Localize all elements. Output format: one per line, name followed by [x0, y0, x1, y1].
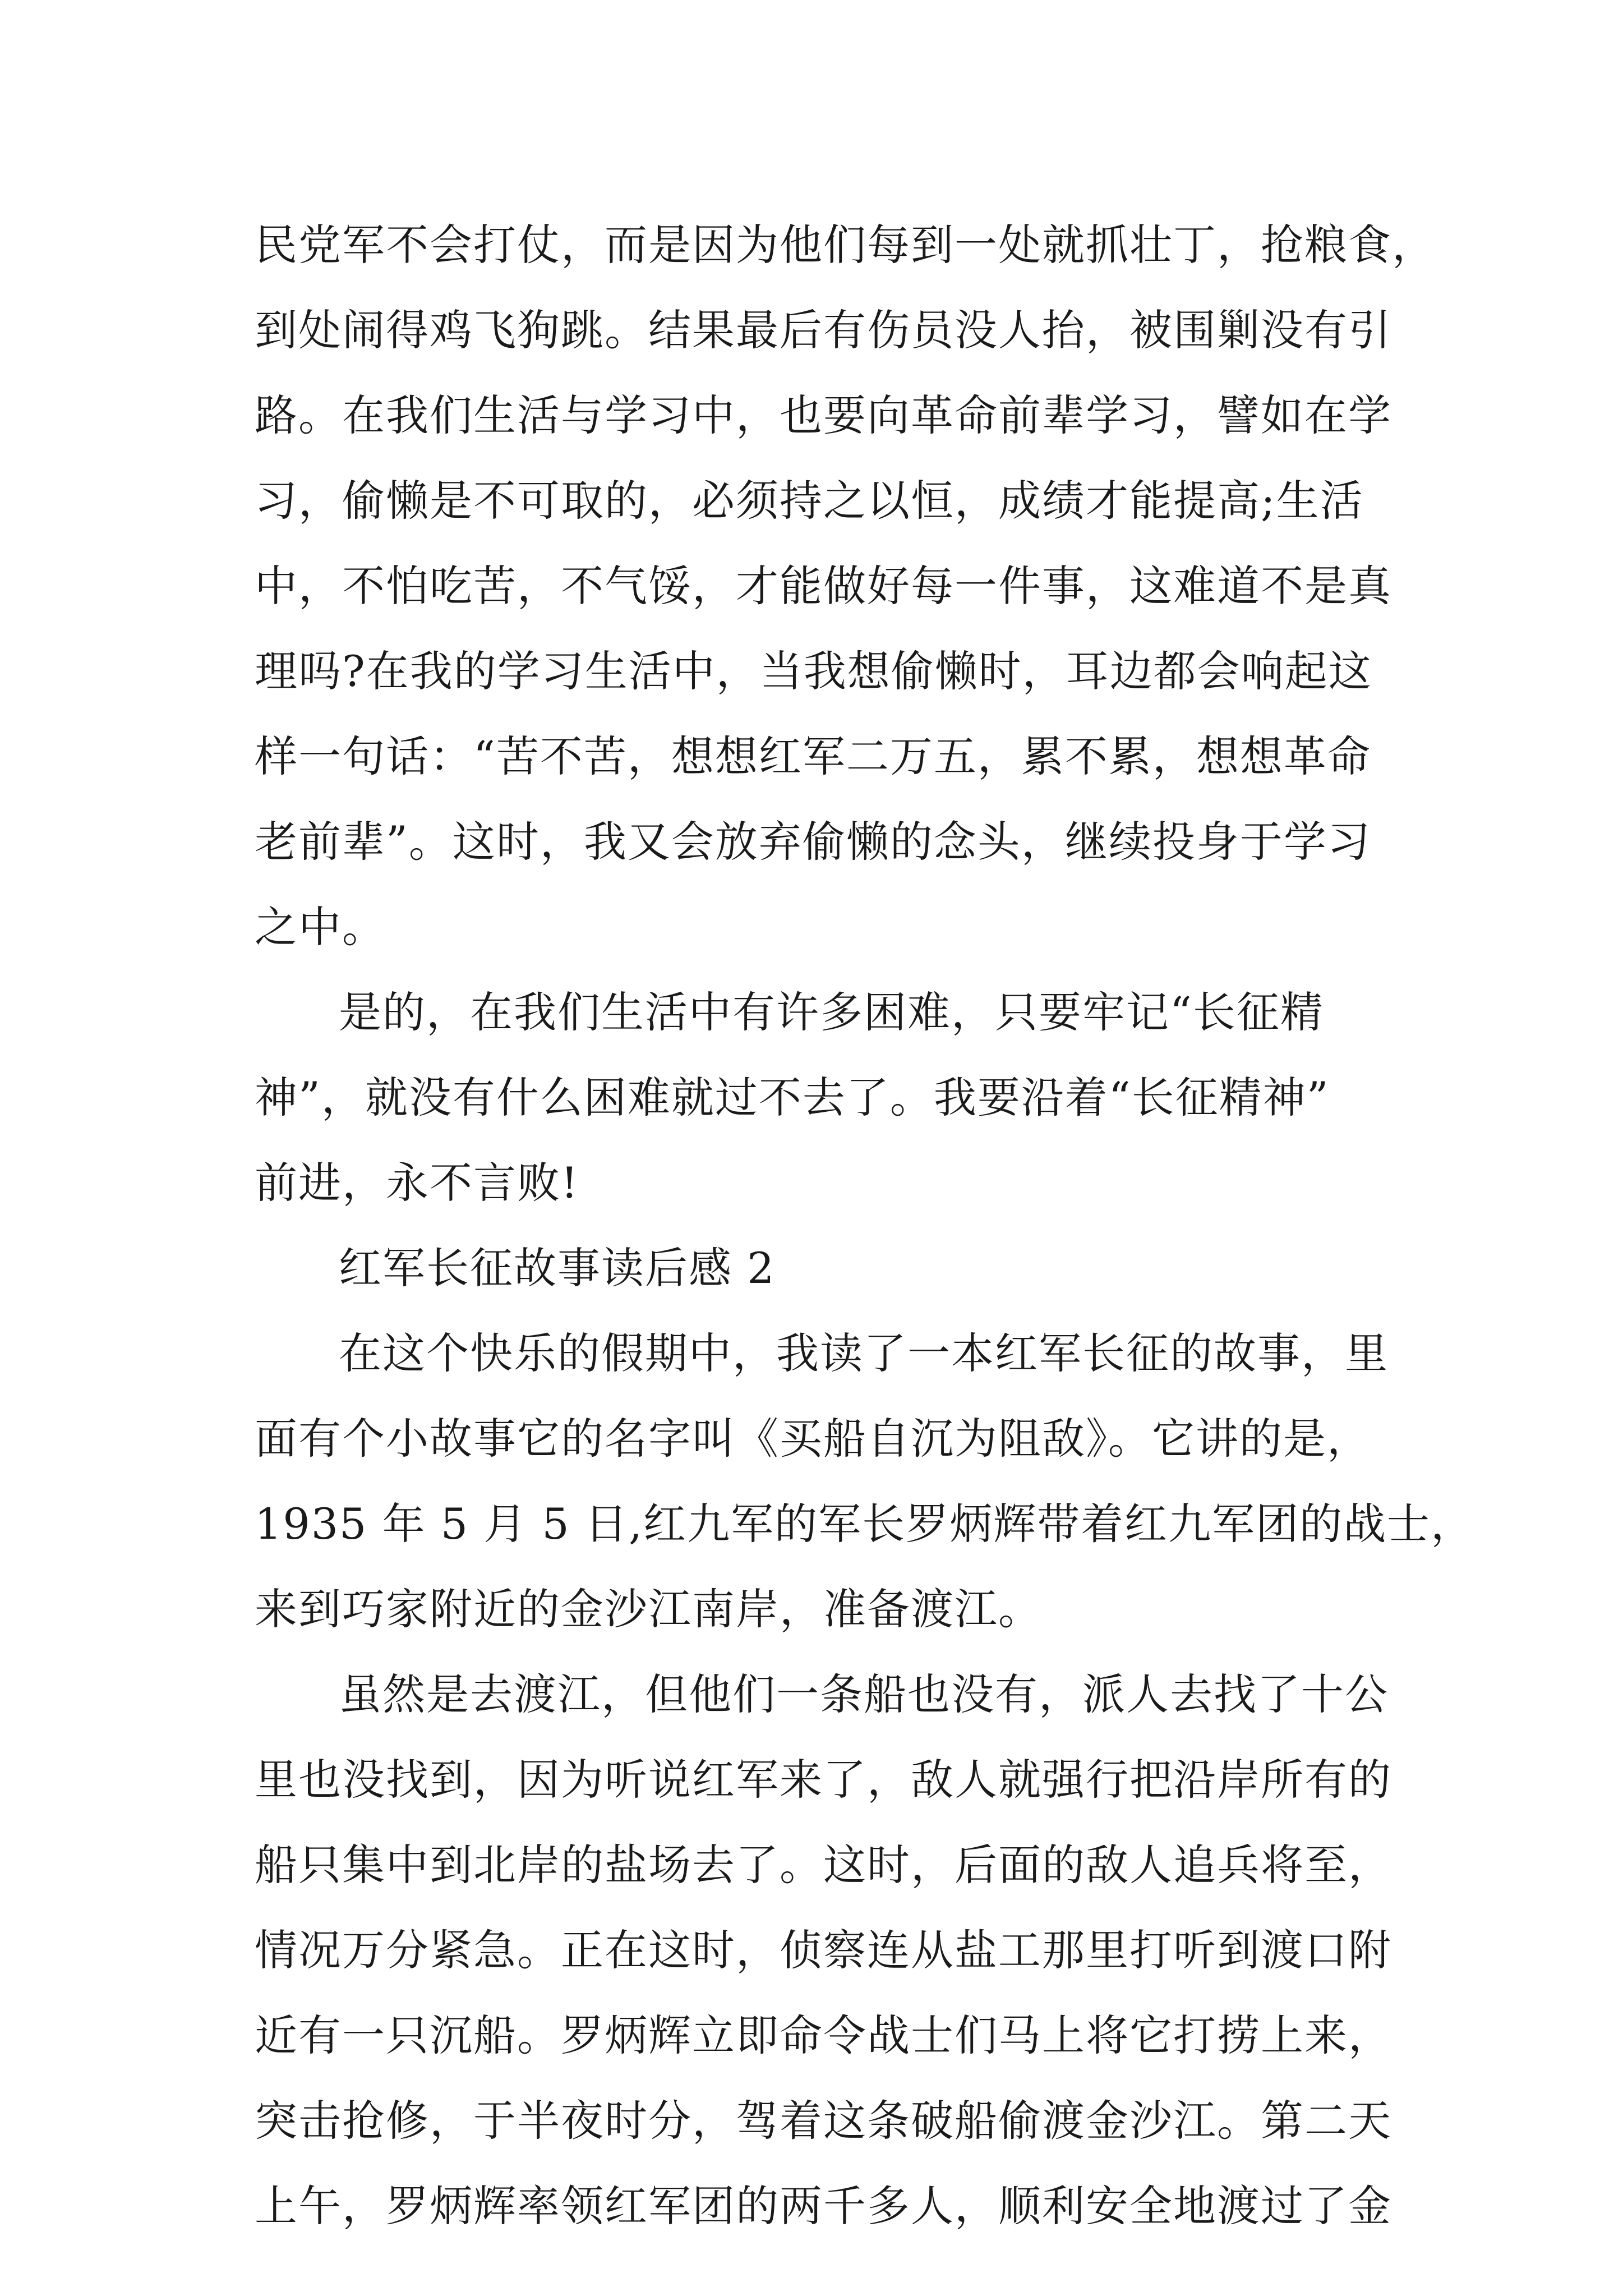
paragraph-start-line: 是的，在我们生活中有许多困难，只要牢记“长征精 — [339, 987, 1324, 1037]
text-line: 情况万分紧急。正在这时，侦察连从盐工那里打听到渡口附 — [255, 1925, 1392, 1975]
text-line: 面有个小故事它的名字叫《买船自沉为阻敌》。它讲的是， — [255, 1414, 1371, 1464]
text-line: 路。在我们生活与学习中，也要向革命前辈学习，譬如在学 — [255, 390, 1392, 440]
text-line: 理吗?在我的学习生活中，当我想偷懒时，耳边都会响起这 — [255, 646, 1372, 696]
text-line: 上午，罗炳辉率领红军团的两千多人，顺利安全地渡过了金 — [255, 2181, 1392, 2231]
section-heading: 红军长征故事读后感 2 — [339, 1243, 776, 1293]
text-line: 来到巧家附近的金沙江南岸，准备渡江。 — [255, 1584, 1042, 1634]
text-line: 老前辈”。这时，我又会放弃偷懒的念头，继续投身于学习 — [255, 817, 1371, 867]
text-line: 突击抢修，于半夜时分，驾着这条破船偷渡金沙江。第二天 — [255, 2096, 1392, 2146]
text-line: 到处闹得鸡飞狗跳。结果最后有伤员没人抬，被围剿没有引 — [255, 305, 1392, 355]
text-line: 民党军不会打仗，而是因为他们每到一处就抓壮丁，抢粮食， — [255, 220, 1436, 270]
paragraph-start-line: 在这个快乐的假期中，我读了一本红军长征的故事，里 — [339, 1328, 1389, 1378]
text-line: 样一句话：“苦不苦，想想红军二万五，累不累，想想革命 — [255, 731, 1371, 781]
text-line: 神”，就没有什么困难就过不去了。我要沿着“长征精神” — [255, 1073, 1330, 1122]
text-line: 近有一只沉船。罗炳辉立即命令战士们马上将它打捞上来， — [255, 2010, 1392, 2060]
text-line: 之中。 — [255, 902, 386, 952]
text-line: 前进，永不言败! — [255, 1158, 579, 1208]
text-line: 船只集中到北岸的盐场去了。这时，后面的敌人追兵将至， — [255, 1840, 1392, 1890]
text-line: 1935 年 5 月 5 日,红九军的军长罗炳辉带着红九军团的战士， — [255, 1499, 1475, 1549]
text-line: 里也没找到，因为听说红军来了，敌人就强行把沿岸所有的 — [255, 1755, 1392, 1805]
text-line: 习，偷懒是不可取的，必须持之以恒，成绩才能提高;生活 — [255, 476, 1364, 526]
paragraph-start-line: 虽然是去渡江，但他们一条船也没有，派人去找了十公 — [339, 1669, 1389, 1719]
text-line: 中，不怕吃苦，不气馁，才能做好每一件事，这难道不是真 — [255, 561, 1392, 611]
